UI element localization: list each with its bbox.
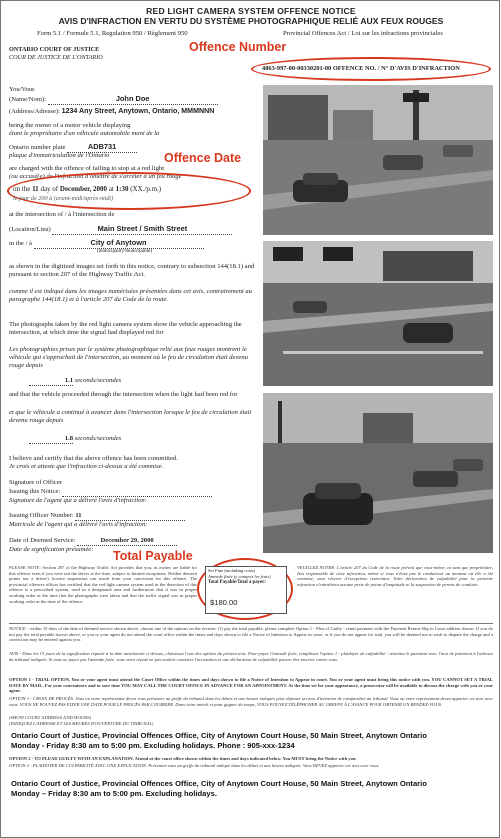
notice-title-en: RED LIGHT CAMERA SYSTEM OFFENCE NOTICE — [146, 6, 356, 16]
location-label: (Location/Lieu) — [9, 226, 51, 233]
signature-label-en: Signature of Officer — [9, 479, 62, 486]
option-1-en: OPTION 1 - TRIAL OPTION. You or your agent must attend the Court Office within the times and days shown to file a Notice of Intention to Appear in court. You or your agent must bring this notice with you. YOU CANNOT SET A TRIAL DATE BY MAIL. For your convenience and to save time YOU MAY CALL THE COURT OFFICE IN ADVANCE FOR AN APPOINTMENT. At the time set for your appearance, a prosecutor will be available to discuss the charge with you or your agent. — [9, 677, 493, 694]
callout-offence-number: Offence Number — [189, 40, 287, 54]
municipality-prefix: in the / à — [9, 240, 32, 247]
photo-3-image — [263, 393, 493, 553]
photo-2-image — [263, 241, 493, 386]
owner-text-fr: étant le propriétaire d'un véhicule automobile muni de la — [9, 130, 160, 137]
location-value: Main Street / Smith Street — [97, 224, 188, 233]
seconds-row-1 — [29, 377, 121, 386]
form-number: Form 5.1 / Formule 5.1, Regulation 950 / Règlement 950 — [37, 30, 188, 37]
owner-text-en: being the owner of a motor vehicle displaying — [9, 122, 131, 129]
name-row — [9, 95, 257, 105]
signature-label-en2: Issuing this Notice: — [9, 488, 61, 495]
total-payable-amount: $180.00 — [210, 598, 238, 607]
deemed-service-row — [9, 537, 177, 546]
address-row — [9, 107, 259, 116]
charged-text-en: are charged with the offence of failing to stop at a red light — [9, 165, 165, 172]
plate-label: Ontario number plate — [9, 144, 66, 151]
paragraph-2-en: The photographs taken by the red light camera system show the vehicle approaching the intersection, at which time the signal had displayed red for — [9, 321, 242, 337]
address-value: 1234 Any Street, Anytown, Ontario, MMMNNN — [61, 107, 215, 115]
court-office-1 — [11, 731, 491, 751]
date-on-label: on the — [13, 185, 31, 193]
plate-value: ADB731 — [87, 142, 117, 151]
option-2-en: OPTION 2 - TO PLEAD GUILTY WITH AN EXPLANATION. Attend at the court office shown within the times and days indicated below. You MUST bring the Notice with you. — [9, 756, 357, 761]
act-name: Provincial Offences Act / Loi sur les infractions provinciales — [283, 30, 443, 37]
court-office-2 — [11, 779, 491, 799]
name-value: John Doe — [115, 94, 150, 103]
officer-number-value: 11 — [75, 512, 82, 519]
divider-1 — [9, 623, 493, 624]
set-fine-label: Set Fine (including costs) — [208, 568, 256, 573]
date-dayof-label: day of — [40, 185, 59, 193]
seconds-1-label: seconds/secondes — [74, 377, 122, 384]
certify-text-fr: Je crois et atteste que l'infraction ci-dessus a été commise. — [9, 463, 164, 470]
date-text-fr: le jour de 200 à (avant-midi/après-midi) — [13, 195, 114, 202]
court-name-fr: COUR DE JUSTICE DE L'ONTARIO — [9, 54, 103, 61]
deemed-service-value: December 29, 2000 — [100, 537, 154, 544]
seconds-row-2 — [29, 435, 121, 444]
set-fine-box — [205, 566, 287, 614]
signature-label-fr: Signature de l'agent qui a délivré l'avis d'infraction: — [9, 497, 147, 504]
date-at-label: at — [108, 185, 114, 193]
paragraph-3-fr: et que le véhicule a continué à avancer dans l'intersection lorsque le feu de circulation était devenu rouge depuis — [9, 409, 252, 425]
please-note-fr: VEUILLEZ NOTER: L'article 207 du Code de la route prévoit que vous-même, en tant que propriétaire, êtes responsable de cette infraction, même si vous n'étiez pas le conducteur au moment où elle a été commise, sous réserve d'exceptions restreintes. Votre déclaration de culpabilité pour la présente infraction n'entraînera aucune perte de points d'inaptitude ni la suspension de permis de conduire. — [297, 565, 493, 587]
municipality-value: City of Anytown — [90, 238, 147, 247]
option-1-fr: OPTION 1 - CHOIX DE PROCÈS. Vous ou votre représentant devez vous présenter au greffe du tribunal dans les délais et aux heures indiqués pour déposer un avis d'intention de comparaître au tribunal. Vous ou votre représentant devez apporter cet avis avec vous. VOUS NE POUVEZ PAS FIXER UNE DATE POUR LE PROCÈS PAR COURRIER. Dans votre intérêt et pour gagner du temps, VOUS POUVEZ TÉLÉPHONER AU GREFFE À L'AVANCE POUR OBTENIR UN RENDEZ-VOUS. — [9, 696, 493, 707]
set-fine-label-fr: Amende fixée (y compris les frais) — [208, 574, 271, 579]
paragraph-1-fr: comme il est indiqué dans les images numérisées présentées dans cet avis, contrairement au paragraphe 144(18.1) et à l'article 207 du Code de la route. — [9, 288, 252, 304]
court-office-1-address: Ontario Court of Justice, Provincial Offences Office, City of Anytown Court House, 50 Main Street, Anytown Ontario — [11, 731, 427, 740]
total-payable-label: Total Payable/Total à payer: — [208, 580, 266, 585]
ampm-label: (XX./p.m.) — [130, 185, 162, 193]
charged-text-fr: (ou accusé(e) de l'infraction d'omettre de s'arrêter à un feu rouge — [9, 173, 182, 180]
name-label: (Name/Nom): — [9, 96, 46, 103]
offence-day: 11 — [32, 185, 39, 193]
callout-total-payable: Total Payable — [113, 549, 193, 563]
notice-paragraph-en: NOTICE - within 15 days of the date of deemed service shown above, choose one of the options on the reverse: (1) pay the total payable, please complete Option 1 - Plea of Guilty - remit payment with the Payment Return Slip to Court address shown. If you do not pay the total payable shown above, or you or your agent do not attend the court office within the times and days shown to file a Notice of Intention to Appear in court, or if you do not appear for trial, you will be deemed not to wish to dispute the charge and a conviction may be entered against you. — [9, 626, 493, 643]
offence-month-year: December, 2000 — [59, 185, 108, 193]
seconds-2-value: 1.8 — [64, 435, 73, 442]
signature-row — [9, 488, 212, 497]
camera-photo-3 — [263, 393, 493, 553]
paragraph-3-en: and that the vehicle proceeded through the intersection when the light had been red for — [9, 391, 238, 398]
notice-paragraph-fr: AVIS - Dans les 15 jours de la signification réputée à la date mentionnée ci-dessus, choisissez l'une des options du présent avis. Pour payer l'amende fixée, remplissez l'option 1 - plaidoyer de culpabilité - remettez le paiement avec l'avis de paiement à l'adresse du tribunal indiquée. Si vous ne payez pas l'amende fixée, vous serez réputé ne pas vouloir contester l'accusation et une déclaration de culpabilité pourra être inscrite contre vous. — [9, 651, 493, 662]
court-name-en: ONTARIO COURT OF JUSTICE — [9, 46, 100, 53]
officer-number-row — [9, 512, 185, 521]
address-label: (Address/Adresse): — [9, 108, 60, 115]
offence-number: 4863-997-00-00330201-00 OFFENCE NO. / N° D'AVIS D'INFRACTION — [262, 65, 460, 72]
court-office-1-hours: Monday - Friday 8:30 am to 5:00 pm. Excluding holidays. Phone : 905-xxx-1234 — [11, 741, 295, 750]
court-office-2-hours: Monday – Friday 8:30 am to 5:00 pm. Excluding holidays. — [11, 789, 217, 798]
officer-number-label: Issuing Officer Number: — [9, 512, 74, 519]
seconds-2-label: seconds/secondes — [74, 435, 122, 442]
officer-number-fr: Matricule de l'agent qui a délivré l'avis d'infraction: — [9, 521, 148, 528]
deemed-service-fr: Date de signification présumée: — [9, 546, 94, 553]
option-2-fr: OPTION 2 - PLAIDOYER DE CULPABILITÉ AVEC UNE EXPLICATION. Présentez-vous au greffe du tribunal indiqué dans les délais et aux heures indiqués. Vous DEVEZ apporter cet avis avec vous. — [9, 763, 380, 768]
deemed-service-label: Date of Deemed Service: — [9, 537, 76, 544]
notice-title-fr: AVIS D'INFRACTION EN VERTU DU SYSTÈME PHOTOGRAPHIQUE RELIÉ AUX FEUX ROUGES — [58, 16, 444, 26]
offence-date-row — [13, 185, 161, 193]
paragraph-1-en: as shown in the digitized images set forth in this notice, contrary to subsection 144(18.1) and pursuant to section 207 of the Highway Traffic Act. — [9, 263, 255, 279]
you-label: You/Vous — [9, 86, 35, 93]
camera-photo-1 — [263, 85, 493, 235]
certify-text-en: I believe and certify that the above offence has been committed. — [9, 455, 178, 462]
court-address-label: (SHOW COURT ADDRESS AND HOURS) — [9, 715, 92, 720]
court-office-2-address: Ontario Court of Justice, Provincial Offences Office, City of Anytown Court House, 50 Main Street, Anytown Ontario — [11, 779, 427, 788]
court-address-label-fr: (INDIQUEZ L'ADRESSE ET LES HEURES D'OUVERTURE DU TRIBUNAL) — [9, 721, 154, 726]
location-row — [9, 225, 232, 235]
camera-photo-2 — [263, 241, 493, 386]
offence-time: 1:30 — [115, 185, 129, 193]
municipality-note: (municipality/municipalité) — [97, 249, 152, 254]
please-note-en: PLEASE NOTE: Section 207 of the Highway Traffic Act provides that you, as owner, are liable for this offence even if you were not the driver at the time, subject to limited exceptions. Neither demerit points nor a driver's licence suspension can result from your conviction for this offence. The provincial offences officer has certified that the red light camera system used in the detection of this offence is a prescribed system, used in a designated area and furthermore that it was in proper working order at the time that the photographs were taken and that the traffic signal was in proper working order at the time of the offence. — [9, 565, 197, 604]
seconds-1-value: 1.1 — [64, 377, 73, 384]
photo-1-image — [263, 85, 493, 235]
callout-offence-date: Offence Date — [164, 151, 242, 165]
plate-text-fr: plaque d'immatriculation de l'Ontario — [9, 152, 110, 159]
intersection-label: at the intersection of / à l'intersection de — [9, 211, 115, 218]
paragraph-2-fr: Les photographies prises par le système photographique relié aux feux rouges montrent le véhicule qui s'approchait de l'intersection, au moment où le feu de circulation était devenu rouge depuis — [9, 346, 248, 370]
